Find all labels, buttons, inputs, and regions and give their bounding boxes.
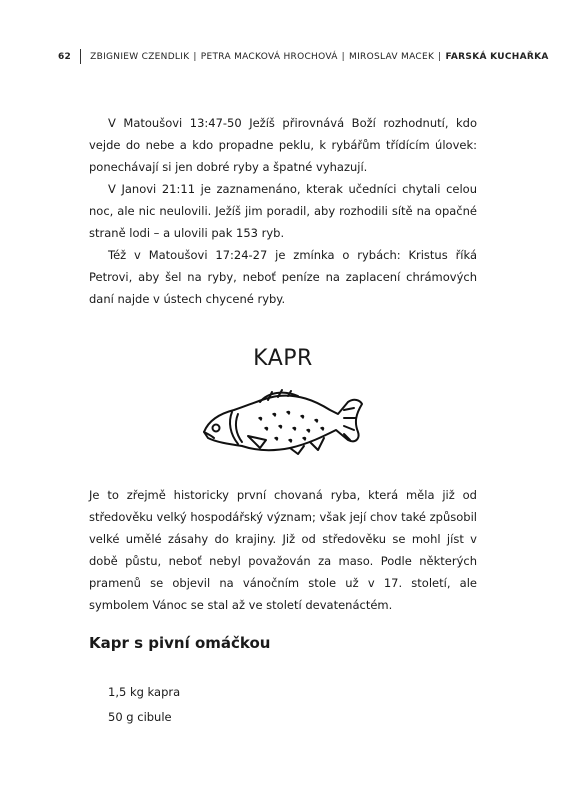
author-2: PETRA MACKOVÁ HROCHOVÁ [200,51,338,62]
header-separator: | [438,51,442,62]
intro-paragraph-3: Též v Matoušovi 17:24-27 je zmínka o rybách: Kristus říká Petrovi, aby šel na ryby, neboť peníze na zaplacení chrámových daní najde v ústech chycené ryby. [89,248,477,306]
intro-paragraph-2: V Janovi 21:11 je zaznamenáno, kterak učedníci chytali celou noc, ale nic neulovili. Ježíš jim poradil, aby rozhodili sítě na opačné straně lodi – a ulovili pak 153 ryb. [89,182,477,240]
author-3: MIROSLAV MACEK [349,51,435,62]
ingredient-list [108,680,180,730]
running-header [58,49,549,64]
ingredient-item: 1,5 kg kapra [108,685,181,699]
carp-description: Je to zřejmě historicky první chovaná ryba, která měla již od středověku velký hospodářský význam; však její chov také způsobil velké umělé zásahy do krajiny. Již od středověku se mohl jíst v době půstu, neboť nebyl považován za maso. Podle některých pramenů se objevil na vánočním stole už v 17. století, ale symbolem Vánoc se stal až ve století devatenáctém. [89,488,477,612]
author-1: ZBIGNIEW CZENDLIK [90,51,190,62]
page-number: 62 [58,51,72,62]
carp-fish-icon [198,388,366,456]
header-separator: | [341,51,346,62]
header-divider [80,49,81,64]
section-title: KAPR [253,346,313,371]
ingredient-item: 50 g cibule [108,710,172,724]
intro-paragraph-1: V Matoušovi 13:47-50 Ježíš přirovnává Boží rozhodnutí, kdo vejde do nebe a kdo propadne peklu, k rybářům třídícím úlovek: ponechávají si jen dobré ryby a špatné vyhazují. [89,116,477,174]
recipe-title: Kapr s pivní omáčkou [89,634,271,652]
book-title: FARSKÁ KUCHAŘKA [445,51,549,62]
header-separator: | [193,51,197,62]
